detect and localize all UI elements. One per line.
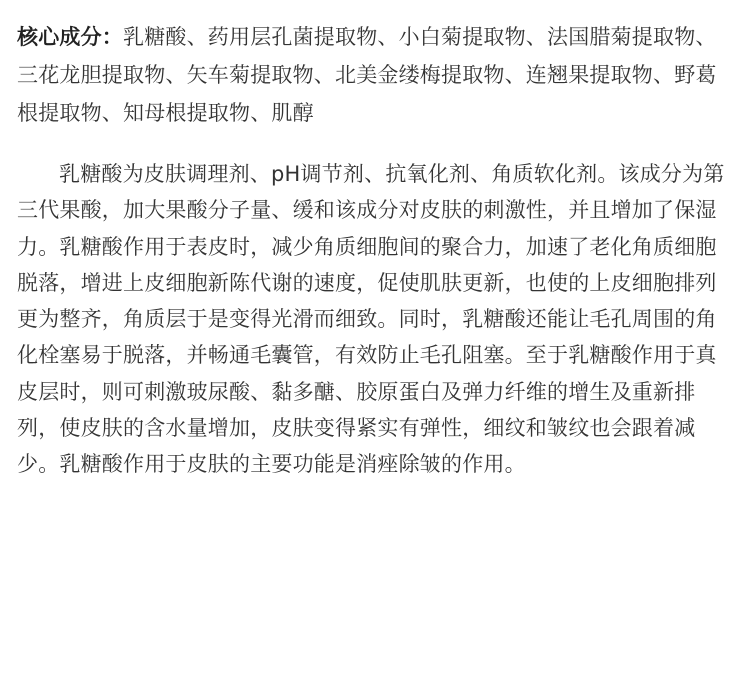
core-ingredients-label: 核心成分： xyxy=(17,25,123,49)
core-ingredients-list: 乳糖酸、药用层孔菌提取物、小白菊提取物、法国腊菊提取物、三花龙胆提取物、矢车菊提取物、北美金缕梅提取物、连翘果提取物、野葛根提取物、知母根提取物、肌醇 xyxy=(17,25,717,125)
core-ingredients-paragraph xyxy=(17,18,736,132)
description-paragraph: 乳糖酸为皮肤调理剂、pH调节剂、抗氧化剂、角质软化剂。该成分为第三代果酸，加大果酸分子量、缓和该成分对皮肤的刺激性，并且增加了保湿力。乳糖酸作用于表皮时，减少角质细胞间的聚合力，加速了老化角质细胞脱落，增进上皮细胞新陈代谢的速度，促使肌肤更新，也使的上皮细胞排列更为整齐，角质层于是变得光滑而细致。同时，乳糖酸还能让毛孔周围的角化栓塞易于脱落，并畅通毛囊管，有效防止毛孔阻塞。至于乳糖酸作用于真皮层时，则可刺激玻尿酸、黏多醣、胶原蛋白及弹力纤维的增生及重新排列，使皮肤的含水量增加，皮肤变得紧实有弹性，细纹和皱纹也会跟着减少。乳糖酸作用于皮肤的主要功能是消痤除皱的作用。 xyxy=(17,162,725,477)
